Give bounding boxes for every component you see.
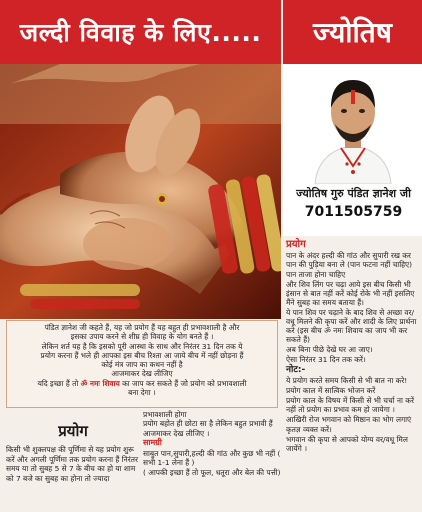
procedure-intro-column	[6, 410, 140, 510]
headline-text: जल्दी विवाह के लिए.....	[19, 18, 262, 47]
procedure-step-3: और शिव लिंग पर चढ़ा आये इस बीच किसी भी इंसान से बात नहीं करें कोई रोके भी नहीं इसलिए मैंने सुबह का समय बताया हैं।	[286, 280, 415, 308]
procedure-step-6: ऐसा निरंतर 31 दिन तक करें।	[286, 355, 366, 365]
astrologer-profile	[281, 64, 422, 236]
procedure-step-5: अब बिना पीछे देखे घर आ जाए।	[286, 345, 373, 355]
procedure-step-1: पान के अंदर हल्दी की गांठ और सुपारी रख कर पान की पुड़िया बना ले (पान फटना नहीं चाहिए)	[286, 251, 413, 270]
astrology-title-text: ज्योतिष	[313, 16, 392, 49]
quote-line-7-start: यदि इच्छा हैं तो	[37, 378, 81, 388]
wedding-hands-illustration	[0, 64, 281, 319]
pandit-quote-box	[6, 320, 278, 408]
quote-line-8: बना देगा ।	[128, 387, 156, 397]
procedure-step-4: ये पान शिव पर चढ़ाने के बाद शिव से अच्छा वर/वधू मिलने की कृपा करें और शादी के लिए प्रार्थना करे (इस बीच ॐ नमः शिवाय का जाप भी कर सकते हैं)	[286, 308, 417, 345]
procedure-column	[283, 238, 420, 512]
astrologer-name: ज्योतिष गुरु पंडित ज्ञानेश जी	[296, 187, 411, 200]
materials-optional: ( आपकी इच्छा हैं तो फूल, धतूरा और बेल की पत्ती)	[143, 467, 281, 477]
procedure-step-2: पान ताजा होना चाहिए	[286, 270, 346, 280]
materials-intro-1: प्रभावशाली होगा	[143, 410, 187, 419]
note-4: आखिरी रोज भगवान को मिष्ठान का भोग लगाएं कृतज्ञ व्यक्त करें।	[286, 415, 412, 434]
astrology-title-banner	[281, 0, 422, 64]
quote-line-3: लेकिन शर्त यह है कि इसको पूरी आस्था के साथ और निरंतर 31 दिन तक ये	[41, 341, 243, 351]
note-5: भगवान की कृपा से आपको योग्य वर/वधू मिल जायेंगे ।	[286, 434, 408, 453]
procedure-heading: प्रयोग	[286, 239, 306, 250]
procedure-intro-heading: प्रयोग	[58, 422, 88, 440]
materials-column	[143, 410, 281, 510]
quote-line-7-end: का जाप कर सकते हैं जो प्रयोग को प्रभावशाली	[119, 378, 247, 388]
materials-list: साबुत पान,सुपारी,हल्दी की गांठ और कुछ भी नहीं ( सभी 1-1 लेना हैं )	[143, 448, 281, 468]
astrologer-portrait	[297, 68, 409, 184]
headline-banner	[0, 0, 281, 64]
note-3: प्रयोग काल के विषय में किसी से भी चर्चा ना करें नहीं तो प्रयोग का प्रभाव कम हो जायेगा ।	[286, 396, 414, 415]
wedding-hands-photo	[0, 64, 281, 319]
note-heading: नोट:-	[286, 365, 306, 376]
note-2: प्रयोग काल में सात्विक भोजन करें	[286, 386, 376, 396]
quote-line-6: आजमाकर देख लीजिए	[111, 369, 173, 379]
mantra-text: ॐ नमः शिवाय	[80, 378, 120, 388]
astrologer-phone: 7011505759	[304, 204, 403, 220]
quote-line-4: प्रयोग करना हैं भले ही आपका इस बीच रिश्ता आ जाये बीच में नहीं छोड़ना हैं	[40, 350, 244, 360]
quote-line-1: पंडित ज्ञानेश जी कहते हैं, यह जो प्रयोग हैं यह बहुत ही प्रभावशाली है और	[44, 323, 240, 332]
note-1: ये प्रयोग करते समय किसी से भी बात ना करे!	[286, 376, 408, 386]
procedure-intro-text: किसी भी शुक्लपक्ष की पूर्णिमा से यह प्रयोग शुरू करें और अगली पूर्णिमा तक प्रयोग करना हैं निरंतर समय या तो सुबह 5 से 7 के बीच का हो या शाम को 7 बजे का सुबह का होना तो ज्यादा	[6, 445, 138, 483]
materials-intro-2: प्रयोग बहोत ही छोटा सा है लेकिन बहुत प्रभावी हैं आजमाकर देख लीजिए ।	[143, 419, 273, 438]
quote-line-2: इसका उपाय करने से शीघ्र ही विवाह के योग बनते हैं ।	[70, 332, 214, 342]
materials-heading: सामग्री	[143, 438, 162, 448]
quote-line-5: कोई मंत्र जाप का कथन नहीं है	[101, 360, 183, 369]
quote-line-7	[11, 379, 273, 388]
